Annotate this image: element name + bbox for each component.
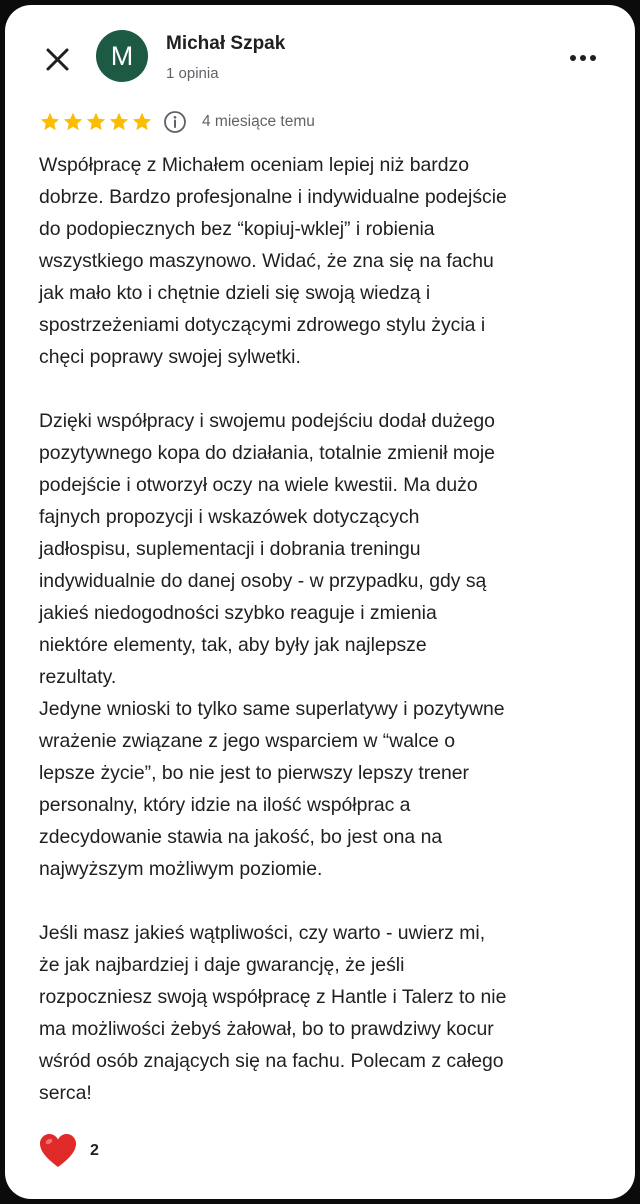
more-options-icon (570, 55, 576, 61)
star-rating (39, 111, 153, 133)
star-icon (62, 111, 84, 133)
reaction-button[interactable] (39, 1133, 99, 1169)
star-icon (108, 111, 130, 133)
review-card (5, 5, 635, 1199)
star-icon (85, 111, 107, 133)
more-options-button[interactable] (561, 43, 605, 73)
review-paragraph: Dzięki współpracy i swojemu podejściu dodał dużego pozytywnego kopa do działania, totalnie zmienił moje podejście i otworzył oczy na wiele kwestii. Ma dużo fajnych propozycji i wskazówek dotyczących jadłospisu, suplementacji i dobrania treningu indywidualnie do danej osoby - w przypadku, gdy są jakieś niedogodności szybko reaguje i zmienia niektóre elementy, tak, aby były jak najlepsze rezultaty. (39, 410, 495, 688)
review-paragraph: Współpracę z Michałem oceniam lepiej niż bardzo dobrze. Bardzo profesjonalne i indywidualne podejście do podopiecznych bez “kopiuj-wklej” i robienia wszystkiego maszynowo. Widać, że zna się na fachu jak mało kto i chętnie dzieli się swoją wiedzą i spostrzeżeniami dotyczącymi zdrowego stylu życia i chęci poprawy swojej sylwetki. (39, 154, 507, 368)
review-paragraph: Jedyne wnioski to tylko same superlatywy i pozytywne wrażenie związane z jego wsparciem w “walce o lepsze życie”, bo nie jest to pierwszy lepszy trener personalny, który idzie na ilość współprac a zdecydowanie stawia na jakość, bo jest ona na najwyższym możliwym poziomie. (39, 698, 505, 880)
avatar[interactable]: M (96, 30, 148, 82)
reaction-count: 2 (90, 1142, 99, 1159)
author-review-count: 1 opinia (166, 65, 219, 82)
review-date: 4 miesiące temu (202, 113, 315, 130)
more-options-icon (590, 55, 596, 61)
close-button[interactable] (39, 42, 79, 82)
review-text (39, 149, 614, 1109)
author-name[interactable]: Michał Szpak (166, 33, 286, 54)
star-icon (131, 111, 153, 133)
heart-icon (39, 1133, 77, 1169)
close-icon (39, 42, 79, 82)
review-meta (39, 107, 315, 137)
review-paragraph: Jeśli masz jakieś wątpliwości, czy warto - uwierz mi, że jak najbardziej i daje gwarancję, że jeśli rozpoczniesz swoją współpracę z Hantle i Talerz to nie ma możliwości żebyś żałował, bo to prawdziwy kocur wśród osób znających się na fachu. Polecam z całego serca! (39, 922, 507, 1104)
more-options-icon (580, 55, 586, 61)
info-icon[interactable] (163, 110, 187, 134)
star-icon (39, 111, 61, 133)
